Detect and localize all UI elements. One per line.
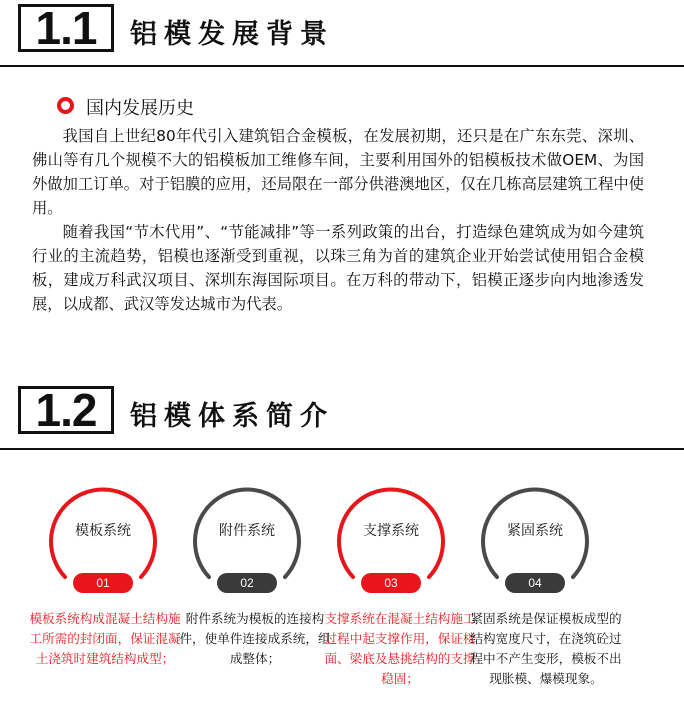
item-label: 紧固系统 — [507, 523, 563, 539]
item-label: 模板系统 — [75, 523, 131, 539]
item-number-badge: 01 — [73, 573, 133, 593]
item-number-badge: 03 — [361, 573, 421, 593]
paragraph: 我国自上世纪80年代引入建筑铝合金模板，在发展初期，还只是在广东东莞、深圳、佛山等有几个规模不大的铝模板加工维修车间，主要利用国外的铝模板技术做OEM、为国外做加工订单。对于铝膜的应用，还局限在一部分供港澳地区，仅在几栋高层建筑工程中使用。 — [32, 127, 644, 217]
section-title: 铝模体系简介 — [130, 401, 334, 432]
item-label: 支撑系统 — [363, 523, 419, 539]
item-description: 附件系统为模板的连接构件，使单件连接成系统，组成整体； — [179, 611, 331, 666]
bullet-ring-icon — [57, 97, 74, 114]
item-description: 支撑系统在混凝土结构施工过程中起支撑作用，保证楼面、梁底及悬挑结构的支撑稳固； — [324, 611, 476, 686]
item-label: 附件系统 — [219, 523, 275, 539]
system-item-support — [333, 482, 449, 598]
section-number-box — [18, 386, 114, 434]
system-item-fastening — [477, 482, 593, 598]
section-divider — [0, 448, 684, 450]
section-title: 铝模发展背景 — [130, 19, 334, 50]
paragraph: 随着我国“节木代用”、“节能减排”等一系列政策的出台，打造绿色建筑成为如今建筑行业的主流趋势，铝模也逐渐受到重视，以珠三角为首的建筑企业开始尝试使用铝合金模板，建成万科武汉项目、深圳东海国际项目。在万科的带动下，铝模正逐步向内地渗透发展，以成都、武汉等发达城市为代表。 — [32, 223, 644, 313]
section-divider — [0, 65, 684, 67]
item-number-badge: 02 — [217, 573, 277, 593]
item-description: 紧固系统是保证模板成型的结构宽度尺寸，在浇筑砼过程中不产生变形，模板不出现胀模、爆模现象。 — [470, 611, 622, 686]
section-number: 1.1 — [35, 2, 97, 54]
item-number-badge: 04 — [505, 573, 565, 593]
system-item-formwork — [45, 482, 161, 598]
section-number-box — [18, 4, 114, 52]
history-paragraphs — [32, 124, 644, 316]
subheading: 国内发展历史 — [86, 98, 194, 119]
system-item-accessory — [189, 482, 305, 598]
item-description: 模板系统构成混凝土结构施工所需的封闭面，保证混凝土浇筑时建筑结构成型； — [29, 611, 181, 666]
section-number: 1.2 — [35, 384, 97, 436]
